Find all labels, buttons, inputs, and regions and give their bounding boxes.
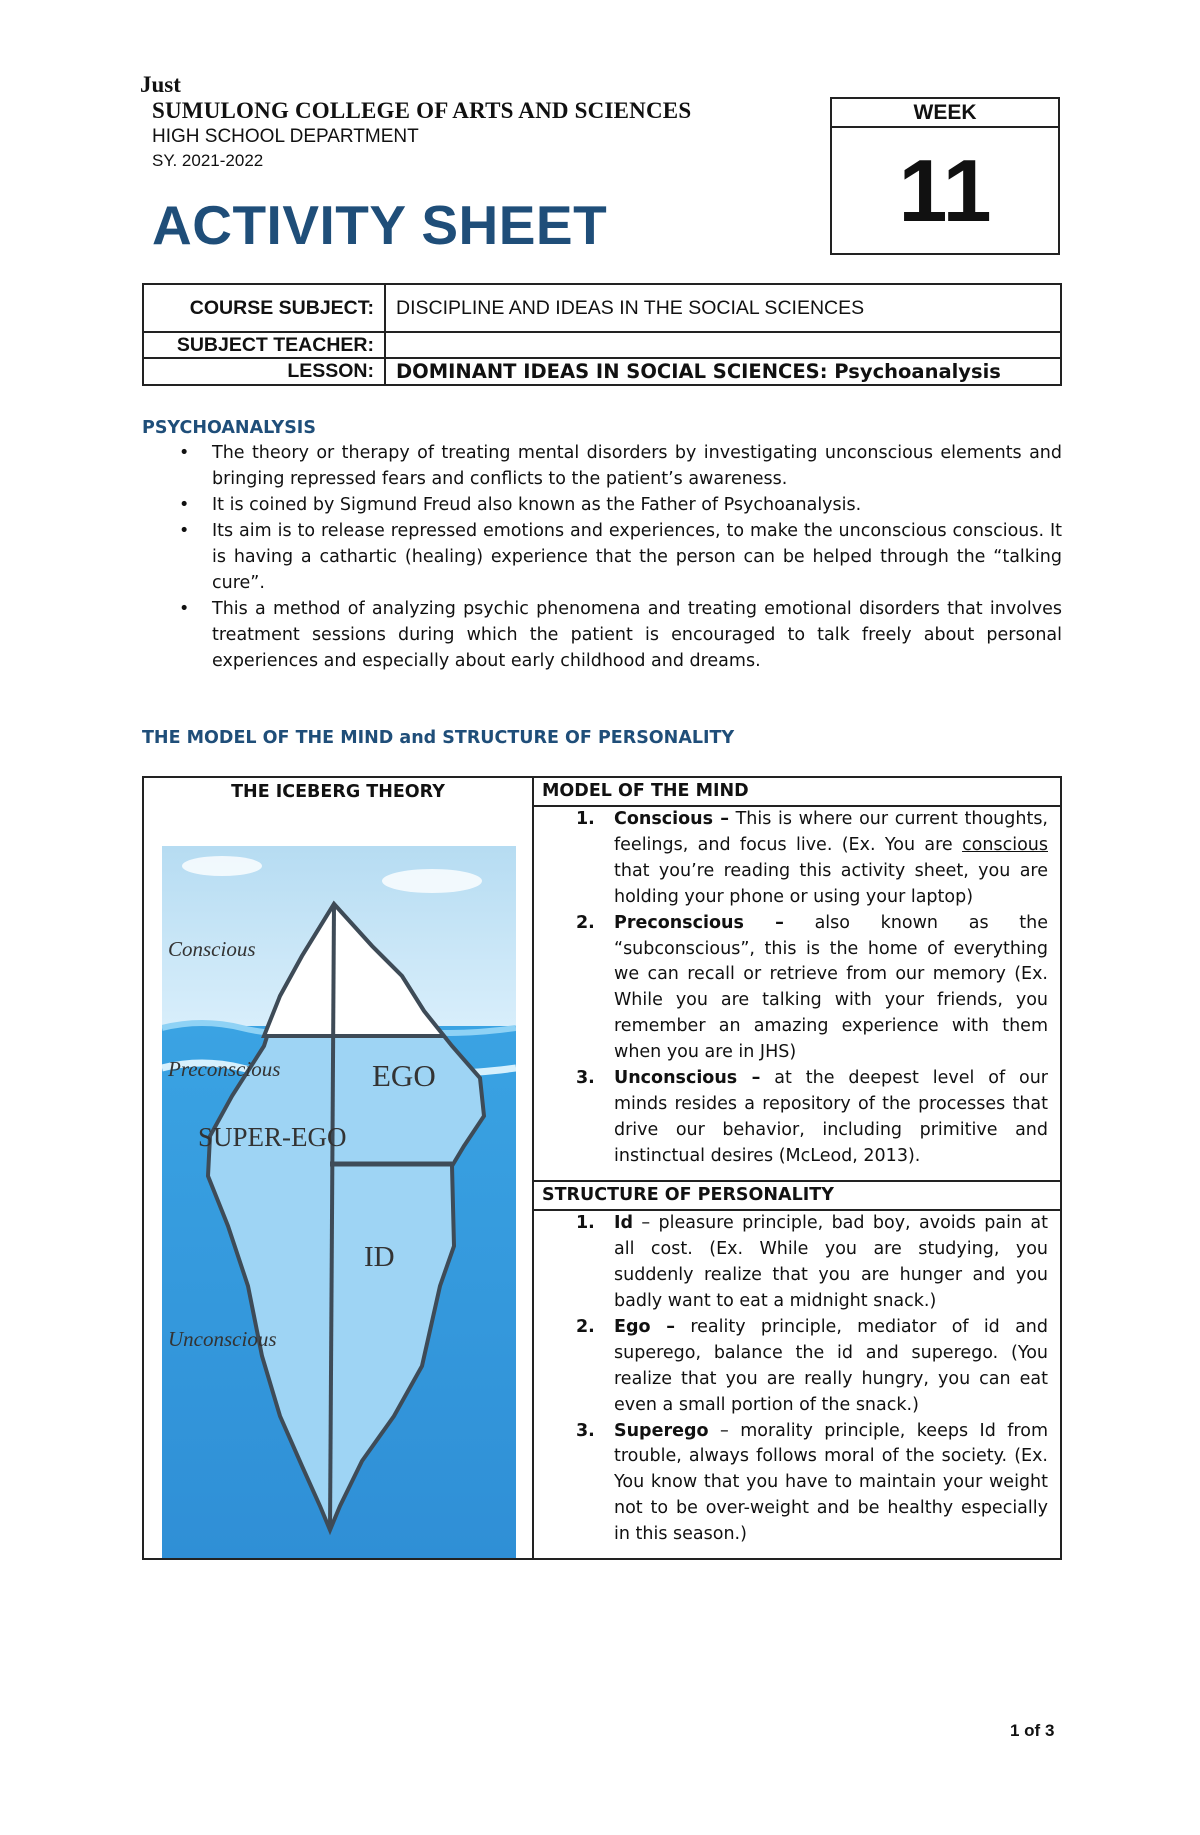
conscious-label: Conscious: [168, 937, 256, 961]
id-label: ID: [364, 1241, 395, 1273]
lesson-label: LESSON:: [143, 358, 385, 385]
list-item: • Its aim is to release repressed emotions and experiences, to make the unconscious conscious. It is having a cathartic (healing) experience that the person can be helped through the “talking cure”.: [179, 521, 1062, 593]
model-heading: THE MODEL OF THE MIND and STRUCTURE OF PERSONALITY: [142, 728, 735, 748]
list-item: 1. Conscious – This is where our current thoughts, feelings, and focus live. (Ex. You are conscious that you’re reading this activity sheet, you are holding your phone or using your laptop): [576, 809, 1048, 907]
list-item: 1. Id – pleasure principle, bad boy, avoids pain at all cost. (Ex. While you are studying, you suddenly realize that you are hunger and you badly want to eat a midnight snack.): [576, 1213, 1048, 1312]
model-list: [534, 807, 1060, 1170]
list-item: • It is coined by Sigmund Freud also known as the Father of Psychoanalysis.: [179, 495, 862, 515]
week-label: WEEK: [832, 99, 1058, 128]
teacher-value: [385, 332, 1061, 358]
unconscious-label: Unconscious: [168, 1327, 277, 1351]
cloud: [382, 869, 482, 893]
model-of-mind-heading: MODEL OF THE MIND: [533, 777, 1061, 806]
lesson-value: DOMINANT IDEAS IN SOCIAL SCIENCES: Psychoanalysis: [385, 358, 1061, 385]
info-table: [142, 283, 1062, 386]
just-label: Just: [140, 72, 181, 97]
list-item: • This a method of analyzing psychic phenomena and treating emotional disorders that involves treatment sessions during which the patient is encouraged to talk freely about personal experiences and especially about early childhood and dreams.: [179, 599, 1062, 671]
preconscious-label: Preconscious: [168, 1057, 281, 1081]
structure-heading: STRUCTURE OF PERSONALITY: [533, 1181, 1061, 1210]
department: HIGH SCHOOL DEPARTMENT: [152, 126, 419, 147]
list-item: 2. Ego – reality principle, mediator of id and superego, balance the id and superego. (You realize that you are really hungry, you can eat even a small portion of the snack.): [576, 1316, 1048, 1415]
list-item: 3. Superego – morality principle, keeps Id from trouble, always follows moral of the society. (Ex. You know that you have to maintain your weight not to be over-weight and be healthy especially in this season.): [576, 1420, 1048, 1545]
school-year: SY. 2021-2022: [152, 151, 264, 170]
list-item: 3. Unconscious – at the deepest level of our minds resides a repository of the processes that drive our behavior, including primitive and instinctual desires (McLeod, 2013).: [576, 1068, 1048, 1166]
list-item: • The theory or therapy of treating mental disorders by investigating unconscious elements and bringing repressed fears and conflicts to the patient’s awareness.: [179, 443, 1062, 489]
course-label: COURSE SUBJECT:: [143, 284, 385, 332]
teacher-label: SUBJECT TEACHER:: [143, 332, 385, 358]
cloud: [182, 856, 262, 876]
psychoanalysis-bullets: [142, 440, 1062, 674]
ego-label: EGO: [372, 1058, 436, 1093]
list-item: 2. Preconscious – also known as the “subconscious”, this is the home of everything we can recall or retrieve from our memory (Ex. While you are talking with your friends, you remember an amazing experience with them when you are in JHS): [576, 912, 1048, 1063]
structure-list: [534, 1211, 1060, 1548]
school-name: SUMULONG COLLEGE OF ARTS AND SCIENCES: [152, 98, 692, 123]
week-number: 11: [898, 141, 992, 240]
page-number: 1 of 3: [1010, 1721, 1055, 1740]
week-box: [830, 97, 1060, 255]
course-value: DISCIPLINE AND IDEAS IN THE SOCIAL SCIENCES: [385, 284, 1061, 332]
psychoanalysis-heading: PSYCHOANALYSIS: [142, 418, 316, 438]
model-of-mind-cell: [533, 806, 1061, 1181]
iceberg-cell: [143, 777, 533, 1559]
iceberg-diagram: [162, 846, 516, 1558]
superego-label: SUPER-EGO: [198, 1122, 347, 1152]
structure-cell: [533, 1210, 1061, 1559]
theory-table: [142, 776, 1062, 1560]
iceberg-heading: THE ICEBERG THEORY: [231, 782, 445, 802]
page-title: ACTIVITY SHEET: [152, 194, 608, 256]
